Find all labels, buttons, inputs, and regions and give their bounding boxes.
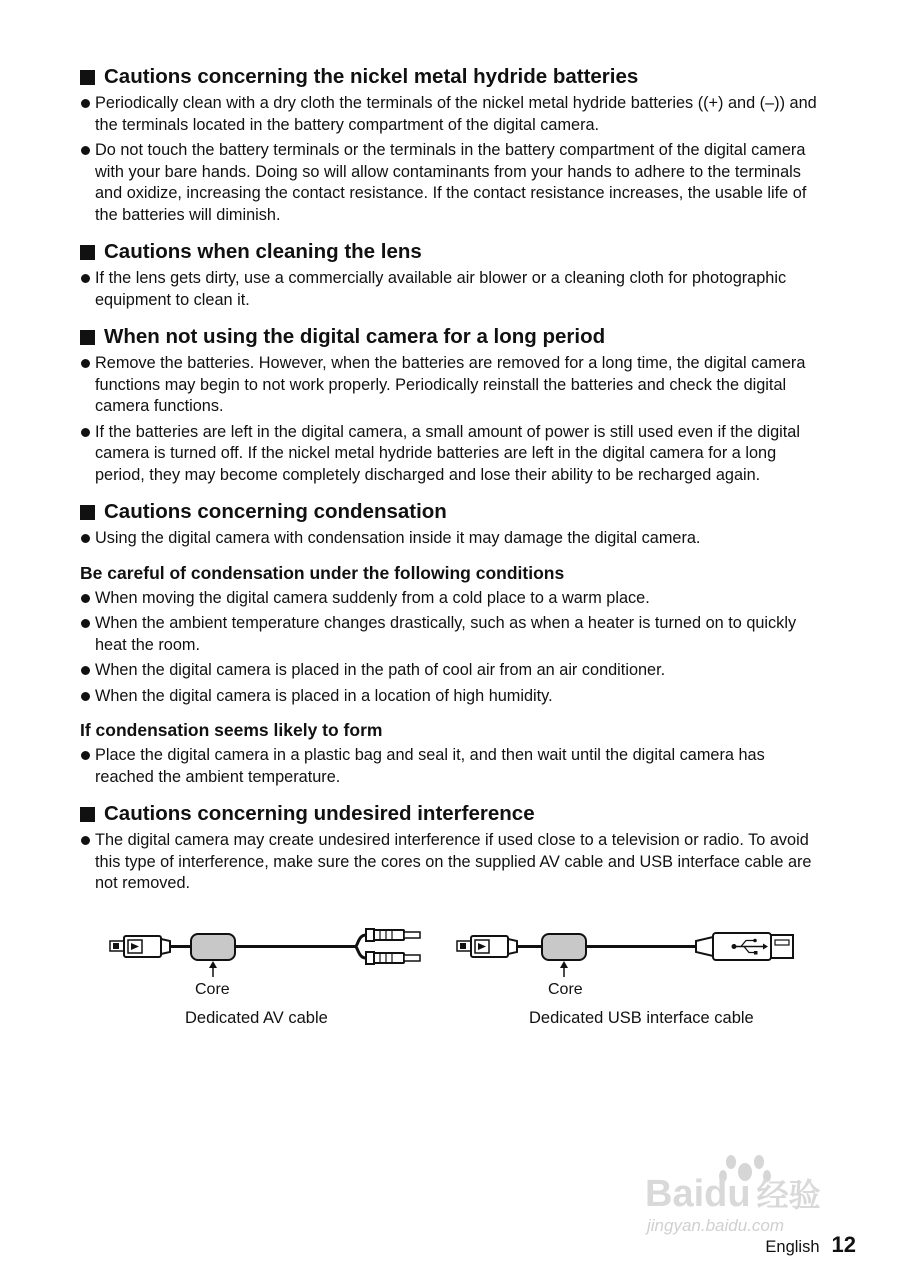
av-cable-caption: Dedicated AV cable bbox=[185, 1009, 328, 1027]
list-item: When the digital camera is placed in a location of high humidity. bbox=[80, 686, 825, 708]
list-item: If the lens gets dirty, use a commercially available air blower or a cleaning cloth for photographic equipment to clean it. bbox=[80, 268, 825, 311]
section-heading: Cautions concerning the nickel metal hydride batteries bbox=[80, 64, 825, 90]
section-condensation bbox=[80, 499, 825, 788]
bullet-list bbox=[80, 93, 825, 226]
section-interference bbox=[80, 801, 825, 895]
watermark-text-bai: Bai bbox=[645, 1173, 705, 1215]
bullet-list bbox=[80, 745, 825, 788]
square-bullet-icon bbox=[80, 245, 95, 260]
list-item: Do not touch the battery terminals or the terminals in the battery compartment of the digital camera with your bare hands. Doing so will allow contaminants from your hands to adhere to the terminals and oxidize, increasing the contact resistance. If the contact resistance increases, the usable life of the batteries will diminish. bbox=[80, 140, 825, 226]
usb-core-label: Core bbox=[548, 981, 583, 998]
list-item: Place the digital camera in a plastic bag and seal it, and then wait until the digital camera has reached the ambient temperature. bbox=[80, 745, 825, 788]
av-cable-figure bbox=[0, 926, 451, 1036]
usb-cable-caption: Dedicated USB interface cable bbox=[529, 1009, 754, 1027]
list-item: Periodically clean with a dry cloth the terminals of the nickel metal hydride batteries ((+) and (–)) and the terminals located in the battery compartment of the digital camera. bbox=[80, 93, 825, 136]
section-lens-cleaning bbox=[80, 239, 825, 311]
square-bullet-icon bbox=[80, 807, 95, 822]
subsection-heading: Be careful of condensation under the following conditions bbox=[80, 562, 565, 583]
av-core-label: Core bbox=[195, 981, 230, 998]
bullet-list bbox=[80, 830, 825, 895]
cable-figures bbox=[0, 926, 902, 1036]
bullet-list bbox=[80, 588, 825, 708]
section-heading: When not using the digital camera for a long period bbox=[80, 324, 825, 350]
square-bullet-icon bbox=[80, 330, 95, 345]
watermark-text-du: du bbox=[704, 1173, 751, 1215]
list-item: When the ambient temperature changes drastically, such as when a heater is turned on to quickly heat the room. bbox=[80, 613, 825, 656]
baidu-watermark bbox=[635, 1150, 855, 1240]
list-item: The digital camera may create undesired interference if used close to a television or radio. To avoid this type of interference, make sure the cores on the supplied AV cable and USB interface cable are not removed. bbox=[80, 830, 825, 895]
bullet-list bbox=[80, 268, 825, 311]
section-battery-cautions bbox=[80, 64, 825, 226]
watermark-text-jingyan: 经验 bbox=[756, 1177, 821, 1213]
footer-language: English bbox=[765, 1238, 820, 1256]
usb-cable-illustration bbox=[451, 926, 902, 986]
list-item: Remove the batteries. However, when the batteries are removed for a long time, the digital camera functions may begin to not work properly. Periodically reinstall the batteries and check the digital camera functions. bbox=[80, 353, 825, 418]
list-item: When moving the digital camera suddenly from a cold place to a warm place. bbox=[80, 588, 825, 610]
section-long-period bbox=[80, 324, 825, 486]
bullet-list bbox=[80, 353, 825, 486]
page-content bbox=[80, 64, 825, 908]
page-number: 12 bbox=[831, 1232, 856, 1257]
watermark-url: jingyan.baidu.com bbox=[647, 1216, 785, 1235]
section-heading: Cautions concerning condensation bbox=[80, 499, 825, 525]
bullet-list bbox=[80, 528, 825, 550]
section-heading: Cautions when cleaning the lens bbox=[80, 239, 825, 265]
section-heading: Cautions concerning undesired interference bbox=[80, 801, 825, 827]
square-bullet-icon bbox=[80, 70, 95, 85]
usb-cable-figure bbox=[451, 926, 902, 1036]
list-item: Using the digital camera with condensation inside it may damage the digital camera. bbox=[80, 528, 825, 550]
subsection-heading: If condensation seems likely to form bbox=[80, 720, 383, 740]
av-cable-illustration bbox=[0, 926, 451, 986]
list-item: If the batteries are left in the digital camera, a small amount of power is still used even if the digital camera is turned off. If the nickel metal hydride batteries are left in the digital camera for a long period, they may become completely discharged and lose their ability to be recharged again. bbox=[80, 422, 825, 487]
list-item: When the digital camera is placed in the path of cool air from an air conditioner. bbox=[80, 660, 825, 682]
page-footer bbox=[765, 1232, 856, 1258]
square-bullet-icon bbox=[80, 505, 95, 520]
